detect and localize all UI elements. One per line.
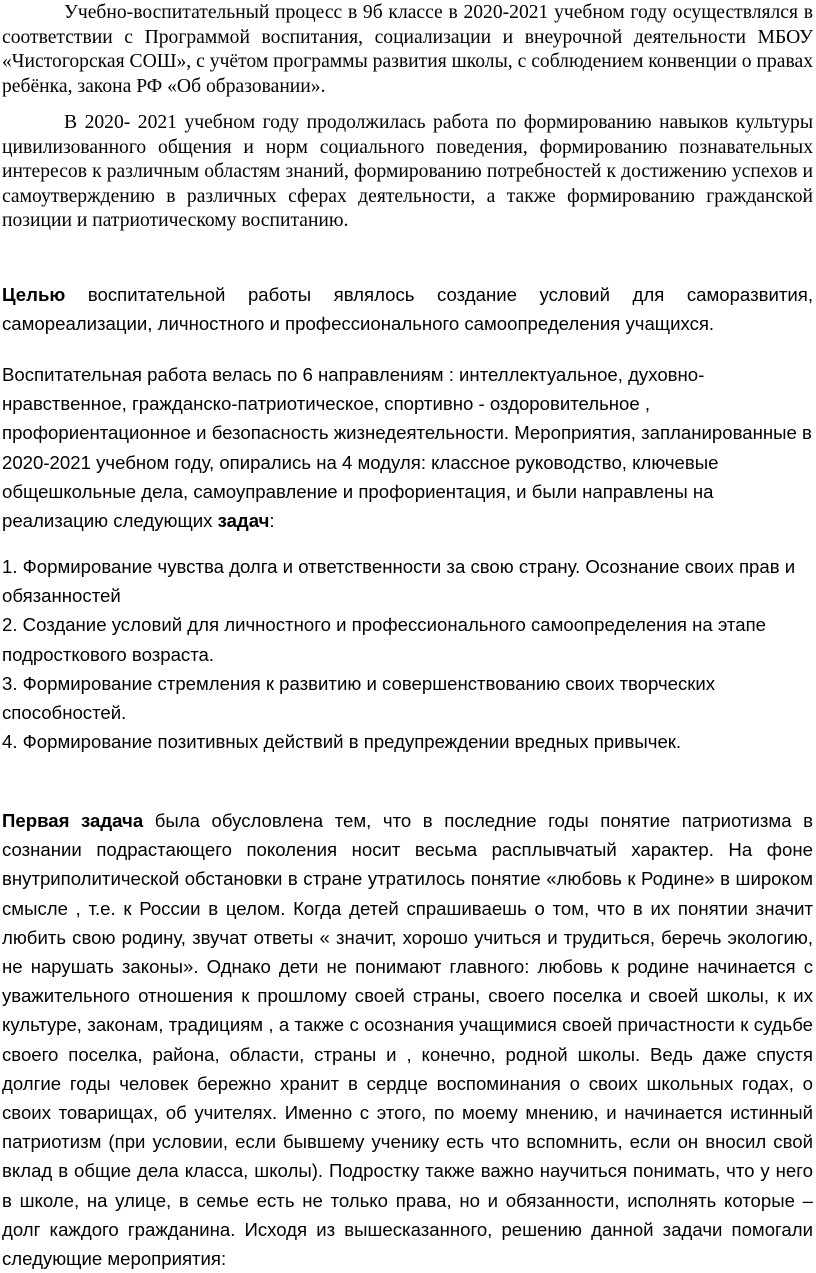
first-task-text: была обусловлена тем, что в последние годы понятие патриотизма в сознании подрастающего поколения носит весьма расплывчатый характер. На фоне внутриполитической обстановки в стране утратилось понятие «любовь к Родине» в широком смысле , т.е. к России в целом. Когда детей спрашиваешь о том, что в их понятии значит любить свою родину, звучат ответы « значит, хорошо учиться и трудиться, беречь экологию, не нарушать законы». Однако дети не понимают главного: любовь к родине начинается с уважительного отношения к прошлому своей страны, своего поселка и своей школы, к их культуре, законам, традициям , а также с осознания учащимися своей причастности к судьбе своего поселка, района, области, страны и , конечно, родной школы. Ведь даже спустя долгие годы человек бережно хранит в сердце воспоминания о своих школьных годах, о своих товарищах, об учителях. Именно с этого, по моему мнению, и начинается истинный патриотизм (при условии, если бывшему ученику есть что вспомнить, если он вносил свой вклад в общие дела класса, школы). Подростку также важно научиться понимать, что у него в школе, на улице, в семье есть не только права, но и обязанности, исполнять которые – долг каждого гражданина. Исходя из вышесказанного, решению данной задачи помогали следующие мероприятия:	[2, 810, 813, 1270]
first-task-paragraph	[2, 806, 813, 1273]
intro-paragraph-2: В 2020- 2021 учебном году продолжилась работа по формированию навыков культуры цивилизованного общения и норм социального поведения, формированию познавательных интересов к различным областям знаний, формированию потребностей к достижению успехов и самоутверждению в различных сферах деятельности, а также формированию гражданской позиции и патриотическому воспитанию.	[2, 112, 813, 232]
goal-text: воспитательной работы являлось создание условий для саморазвития, самореализации, личностного и профессионального самоопределения учащихся.	[2, 284, 813, 335]
tasks-list	[2, 552, 813, 756]
directions-tail: :	[269, 510, 275, 532]
intro-paragraph-1: Учебно-воспитательный процесс в 9б классе в 2020-2021 учебном году осуществлялся в соответствии с Программой воспитания, социализации и внеурочной деятельности МБОУ «Чистогорская СОШ», с учётом программы развития школы, с соблюдением конвенции о правах ребёнка, закона РФ «Об образовании».	[2, 2, 813, 97]
goal-lead: Целью	[2, 284, 66, 305]
directions-bold: задач	[217, 510, 270, 532]
task-item-2: 2. Создание условий для личностного и профессионального самоопределения на этапе подросткового возраста.	[2, 614, 766, 665]
task-item-3: 3. Формирование стремления к развитию и совершенствованию своих творческих способностей.	[2, 672, 716, 724]
directions-paragraph	[2, 360, 813, 535]
task-item-4: 4. Формирование позитивных действий в предупреждении вредных привычек.	[2, 731, 682, 753]
task-item-1: 1. Формирование чувства долга и ответственности за свою страну. Осознание своих прав и обязанностей	[2, 556, 796, 607]
goal-paragraph	[2, 280, 813, 338]
first-task-lead: Первая задача	[2, 810, 144, 831]
directions-text: Воспитательная работа велась по 6 направлениям : интеллектуальное, духовно-нравственное, гражданско-патриотическое, спортивно - оздоровительное , профориентационное и безопасность жизнедеятельности. Мероприятия, запланированные в 2020-2021 учебном году, опирались на 4 модуля: классное руководство, ключевые общешкольные дела, самоуправление и профориентация, и были направлены на реализацию следующих	[2, 364, 812, 532]
